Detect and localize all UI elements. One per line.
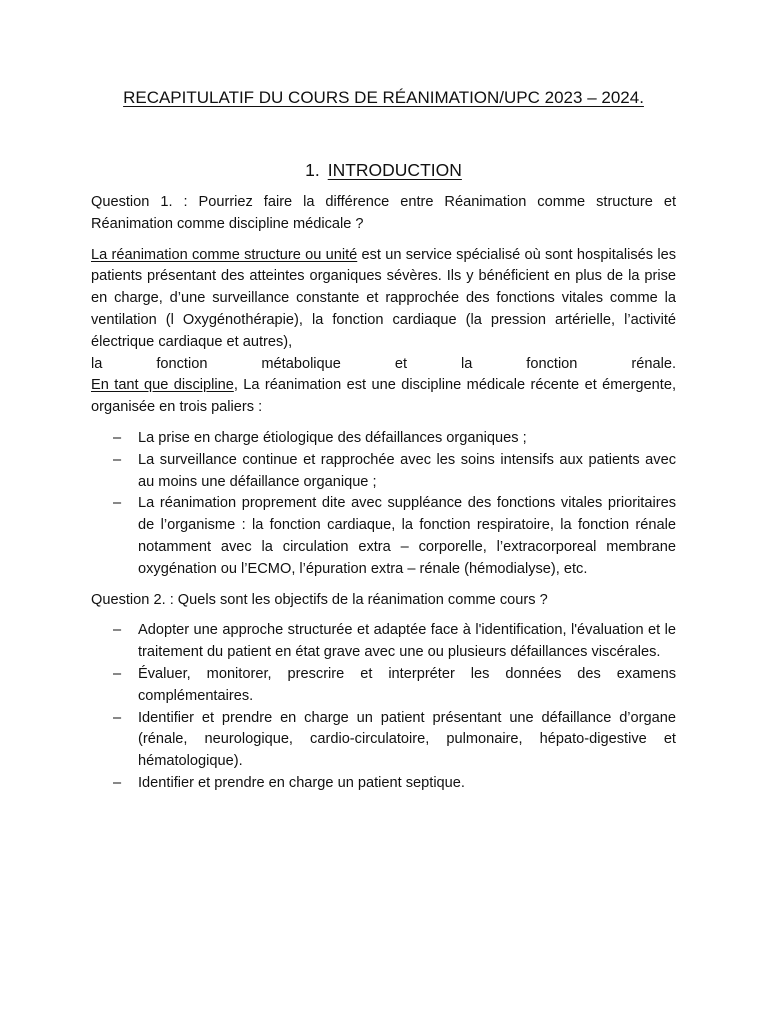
document-title-text: RECAPITULATIF DU COURS DE RÉANIMATION/UPC 2023 – 2024. — [123, 88, 644, 107]
list-item-text: Adopter une approche structurée et adaptée face à l'identification, l'évaluation et le traitement du patient en état grave avec une ou plusieurs défaillances viscérales. — [138, 622, 676, 661]
list-item — [91, 773, 676, 795]
structure-text: est un service spécialisé où sont hospitalisés les patients présentant des atteintes organiques sévères. Ils y bénéficient en plus de la prise en charge, d’une surveillance constante et rapprochée des fonctions vitales comme la ventilation (l Oxygénothérapie), la fonction cardiaque (la pression artérielle, l’activité électrique cardiaque et autres), — [91, 246, 676, 350]
list-item-text: La surveillance continue et rapprochée avec les soins intensifs aux patients avec au moins une défaillance organique ; — [138, 451, 676, 490]
structure-label: La réanimation comme structure ou unité — [91, 246, 358, 263]
dash-bullet: – — [113, 709, 122, 726]
dash-bullet: – — [113, 622, 122, 639]
document-title — [91, 86, 676, 110]
discipline-text: , La réanimation est une discipline médicale récente et émergente, organisée en trois paliers : — [91, 377, 676, 416]
list-item — [91, 664, 676, 708]
list-item — [91, 450, 676, 494]
discipline-label: En tant que discipline — [91, 377, 234, 394]
dash-bullet: – — [113, 429, 122, 446]
dash-bullet: – — [113, 495, 122, 512]
dash-bullet: – — [113, 451, 122, 468]
list-item-text: Identifier et prendre en charge un patient présentant une défaillance d’organe (rénale, neurologique, cardio-circulatoire, pulmonaire, hépato-digestive et hématologique). — [138, 709, 676, 770]
list-item — [91, 620, 676, 664]
list-item-text: La prise en charge étiologique des défaillances organiques ; — [138, 429, 527, 446]
question-2: Question 2. : Quels sont les objectifs de la réanimation comme cours ? — [91, 591, 548, 608]
question-2-list — [91, 620, 676, 794]
list-item-text: La réanimation proprement dite avec suppléance des fonctions vitales prioritaires de l’organisme : la fonction cardiaque, la fonction respiratoire, la fonction rénale notamment avec la circulation extra – corporelle, l’extracorporeal membrane oxygénation ou l’ECMO, l’épuration extra – rénale (hémodialyse), etc. — [138, 495, 676, 577]
section-number: 1. — [305, 160, 320, 180]
list-item-text: Identifier et prendre en charge un patient septique. — [138, 774, 465, 791]
document-page — [91, 86, 676, 804]
list-item — [91, 708, 676, 773]
dash-bullet: – — [113, 774, 122, 791]
list-item — [91, 493, 676, 580]
answer-1-list — [91, 428, 676, 581]
question-1: Question 1. : Pourriez faire la différence entre Réanimation comme structure et Réanimation comme discipline médicale ? — [91, 194, 676, 232]
structure-last-line: la fonction métabolique et la fonction rénale. — [91, 355, 676, 372]
list-item — [91, 428, 676, 450]
list-item-text: Évaluer, monitorer, prescrire et interpréter les données des examens complémentaires. — [138, 665, 676, 704]
dash-bullet: – — [113, 665, 122, 682]
section-title: INTRODUCTION — [327, 160, 462, 180]
answer-1-structure — [91, 245, 676, 419]
section-heading — [91, 158, 676, 182]
